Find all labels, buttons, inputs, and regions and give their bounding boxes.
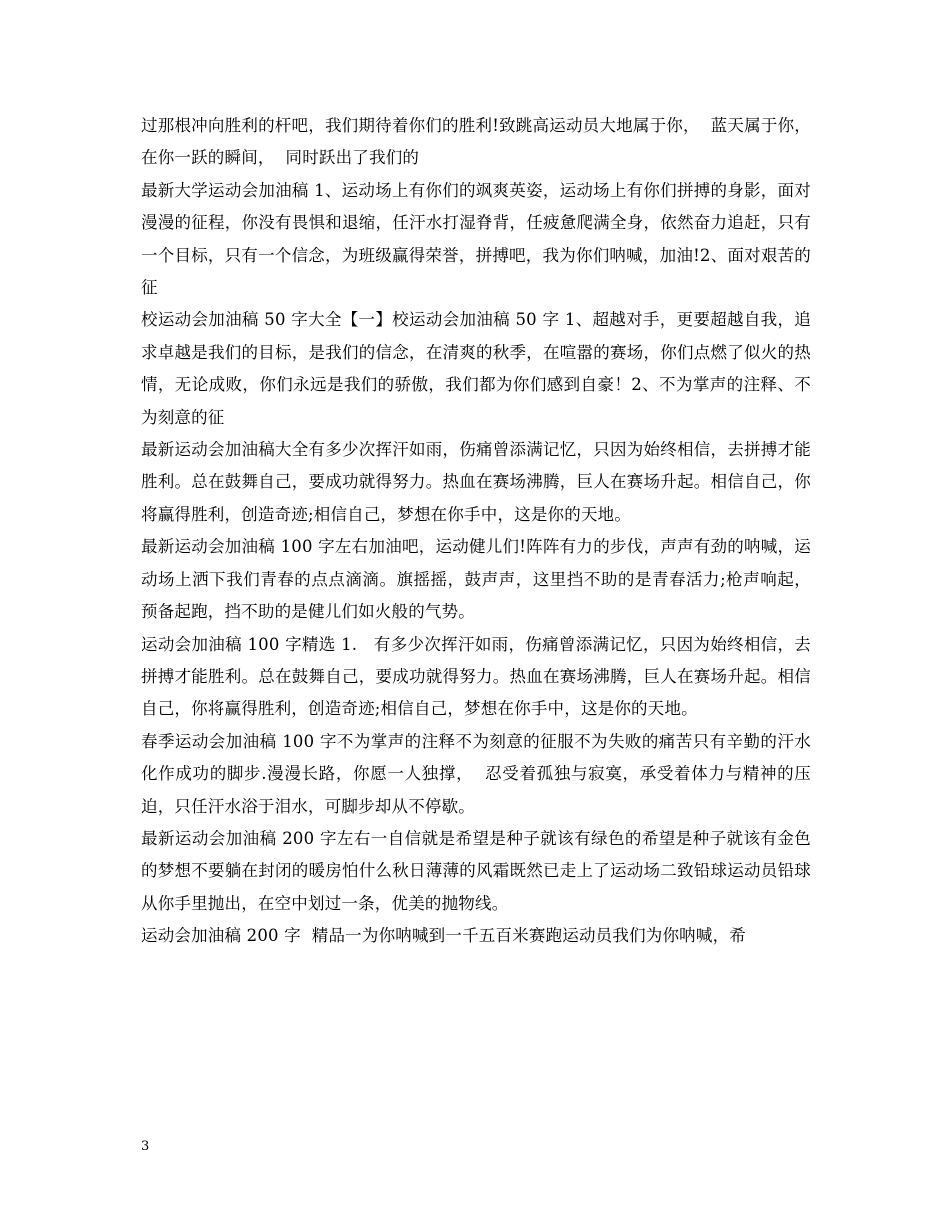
document-body xyxy=(141,110,822,953)
paragraph-9: 运动会加油稿 200 字 精品一为你呐喊到一千五百米赛跑运动员我们为你呐喊，希 xyxy=(141,926,746,946)
page-number: 3 xyxy=(141,1139,150,1154)
paragraph-1: 过那根冲向胜利的杆吧，我们期待着你们的胜利!致跳高运动员大地属于你， 蓝天属于你， 在你一跃的瞬间， 同时跃出了我们的 xyxy=(141,116,822,168)
paragraph-7: 春季运动会加油稿 100 字不为掌声的注释不为刻意的征服不为失败的痛苦只有辛勤的汗水化作成功的脚步.漫漫长路，你愿一人独撑， 忍受着孤独与寂寞，承受着体力与精神的压迫，只任汗水浴于泪水，可脚步却从不停歇。 xyxy=(141,731,811,816)
paragraph-5: 最新运动会加油稿 100 字左右加油吧，运动健儿们!阵阵有力的步伐，声声有劲的呐喊，运动场上洒下我们青春的点点滴滴。旗摇摇，鼓声声，这里挡不助的是青春活力;枪声响起，预备起跑，挡不助的是健儿们如火般的气势。 xyxy=(141,537,811,622)
paragraph-6: 运动会加油稿 100 字精选 1. 有多少次挥汗如雨，伤痛曾添满记忆，只因为始终相信，去拼搏才能胜利。总在鼓舞自己，要成功就得努力。热血在赛场沸腾，巨人在赛场升起。相信自己，你将赢得胜利，创造奇迹;相信自己，梦想在你手中，这是你的天地。 xyxy=(141,634,811,719)
paragraph-3: 校运动会加油稿 50 字大全【一】校运动会加油稿 50 字 1、超越对手，更要超越自我，追求卓越是我们的目标，是我们的信念，在清爽的秋季，在喧嚣的赛场，你们点燃了似火的热情，无论成败，你们永远是我们的骄傲，我们都为你们感到自豪！2、不为掌声的注释、不为刻意的征 xyxy=(141,310,811,427)
paragraph-8: 最新运动会加油稿 200 字左右一自信就是希望是种子就该有绿色的希望是种子就该有金色的梦想不要躺在封闭的暖房怕什么秋日薄薄的风霜既然已走上了运动场二致铅球运动员铅球从你手里抛出，在空中划过一条，优美的抛物线。 xyxy=(141,828,811,913)
paragraph-2: 最新大学运动会加油稿 1、运动场上有你们的飒爽英姿，运动场上有你们拼搏的身影，面对漫漫的征程，你没有畏惧和退缩，任汗水打湿脊背，任疲惫爬满全身，依然奋力追赶，只有一个目标，只有一个信念，为班级赢得荣誉，拼搏吧，我为你们呐喊，加油!2、面对艰苦的征 xyxy=(141,180,811,298)
paragraph-4: 最新运动会加油稿大全有多少次挥汗如雨，伤痛曾添满记忆，只因为始终相信，去拼搏才能胜利。总在鼓舞自己，要成功就得努力。热血在赛场沸腾，巨人在赛场升起。相信自己，你将赢得胜利，创造奇迹;相信自己，梦想在你手中，这是你的天地。 xyxy=(141,440,811,524)
